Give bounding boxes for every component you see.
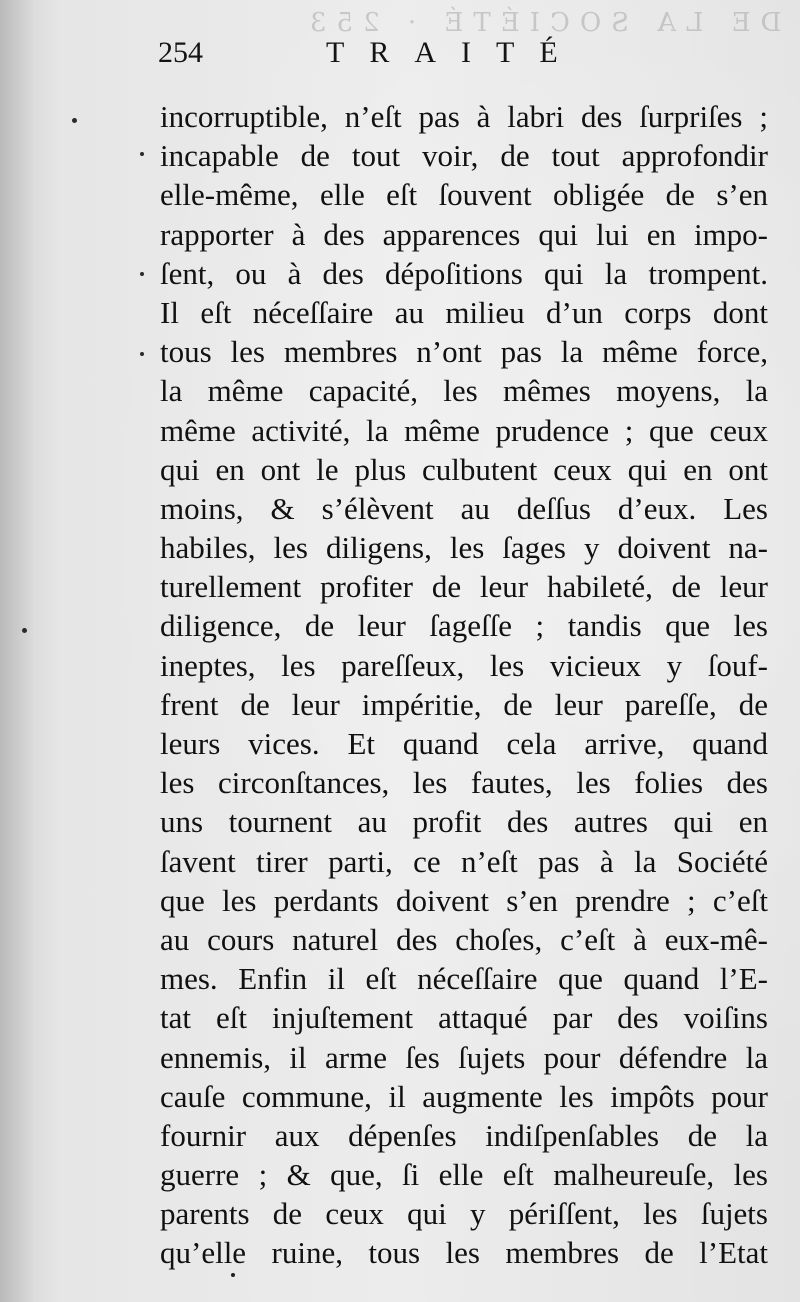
text-line: fournir aux dépenſes indiſpenſables de la [160,1117,768,1153]
text-line: mes. Enfin il eſt néceſſaire que quand l’E- [160,961,768,997]
text-line: qu’elle ruine, tous les membres de l’Etat [160,1235,768,1271]
text-line: incapable de tout voir, de tout approfondir [160,138,768,174]
text-line: parents de ceux qui y périſſent, les ſujets [160,1196,768,1232]
text-line: habiles, les diligens, les ſages y doivent na- [160,530,768,566]
ink-speck [72,118,77,123]
text-line: ineptes, les pareſſeux, les vicieux y ſouf- [160,647,768,683]
text-line: ennemis, il arme ſes ſujets pour défendre la [160,1039,768,1075]
page-gutter [0,0,34,1302]
text-line: cauſe commune, il augmente les impôts pour [160,1078,768,1114]
text-line: les circonſtances, les fautes, les folies des [160,765,768,801]
text-line: Il eſt néceſſaire au milieu d’un corps dont [160,294,768,330]
running-title: TRAITÉ [326,36,583,69]
text-line: qui en ont le plus culbutent ceux qui en ont [160,451,768,487]
text-line: leurs vices. Et quand cela arrive, quand [160,726,768,761]
text-line: au cours naturel des choſes, c’eſt à eux-mê- [160,921,768,957]
show-through-text: DE LA SOCIÉTÉ · 253 [300,8,782,38]
text-line: frent de leur impéritie, de leur pareſſe, de [160,686,768,722]
text-line: incorruptible, n’eſt pas à labri des ſurpriſes ; [160,99,768,134]
ink-speck [22,628,27,633]
text-line: la même capacité, les mêmes moyens, la [160,373,768,409]
text-line: ſavent tirer parti, ce n’eſt pas à la Société [160,843,768,879]
text-line: même activité, la même prudence ; que ceux [160,412,768,448]
text-line: turellement profiter de leur habileté, de leur [160,569,768,605]
text-line: diligence, de leur ſageſſe ; tandis que les [160,608,768,644]
text-line: elle-même, elle eſt ſouvent obligée de s’en [160,177,768,213]
text-line: moins, & s’élèvent au deſſus d’eux. Les [160,490,768,526]
ink-speck [140,272,144,276]
ink-speck [140,352,144,356]
text-line: guerre ; & que, ſi elle eſt malheureuſe, les [160,1157,768,1193]
text-line: rapporter à des apparences qui lui en impo- [160,216,768,252]
text-line: tat eſt injuſtement attaqué par des voiſins [160,1000,768,1036]
page-number: 254 [158,36,203,69]
text-line: uns tournent au profit des autres qui en [160,804,768,840]
body-text [160,97,768,1273]
text-line: tous les membres n’ont pas la même force, [160,334,768,370]
ink-speck [231,1273,235,1277]
page-header [158,36,758,80]
ink-speck [140,152,144,156]
text-line: ſent, ou à des dépoſitions qui la trompent. [160,255,768,291]
text-line: que les perdants doivent s’en prendre ; c’eſt [160,882,768,918]
